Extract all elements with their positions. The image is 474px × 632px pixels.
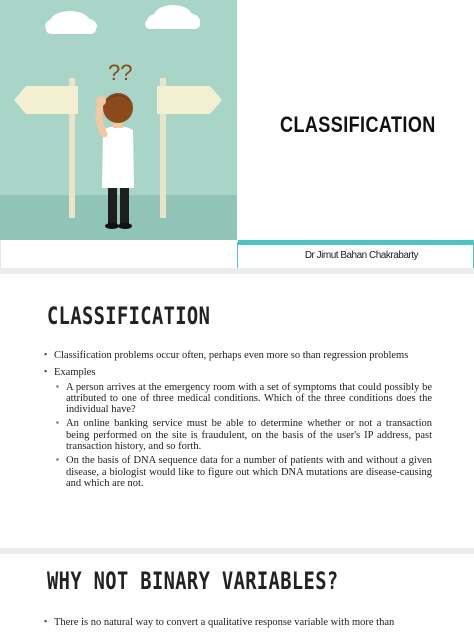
author-box <box>237 242 474 270</box>
sub-bullet-item: ▪ On the basis of DNA sequence data for a number of patients with and without a given disease, a biologist would like to figure out which DNA mutations are disease-causing and which are not. <box>56 455 432 489</box>
cloud-left-icon <box>45 11 97 34</box>
binary-variables-slide <box>0 554 474 632</box>
slide-title: WHY NOT BINARY VARIABLES? <box>47 567 339 595</box>
bullet-list <box>44 350 432 489</box>
classification-slide <box>0 274 474 558</box>
left-arrow-sign <box>14 86 78 114</box>
question-marks: ?? <box>108 60 133 85</box>
slide-title: CLASSIFICATION <box>47 302 211 330</box>
title-slide <box>0 0 474 268</box>
bullet-item: ▪ There is no natural way to convert a qualitative response variable with more than <box>44 617 454 628</box>
bullet-item: ▪ Classification problems occur often, perhaps even more so than regression problems <box>44 350 432 361</box>
author-name: Dr Jimut Bahan Chakrabarty <box>304 250 418 261</box>
right-arrow-sign <box>157 86 222 114</box>
slide-title: CLASSIFICATION <box>280 112 436 137</box>
left-footer-strip <box>0 240 238 268</box>
ground-shape <box>0 195 237 242</box>
bullet-item: ▪ Examples <box>44 367 432 378</box>
confused-person-illustration <box>0 0 237 242</box>
sub-bullet-item: ▪ A person arrives at the emergency room with a set of symptoms that could possibly be attributed to one of three medical conditions. Which of the three conditions does the individual have? <box>56 382 432 416</box>
cloud-right-icon <box>145 5 200 29</box>
sub-bullet-item: ▪ An online banking service must be able to determine whether or not a transaction being performed on the site is fraudulent, on the basis of the user's IP address, past transaction history, and so forth. <box>56 418 432 452</box>
signpost-illustration-svg <box>0 0 237 242</box>
